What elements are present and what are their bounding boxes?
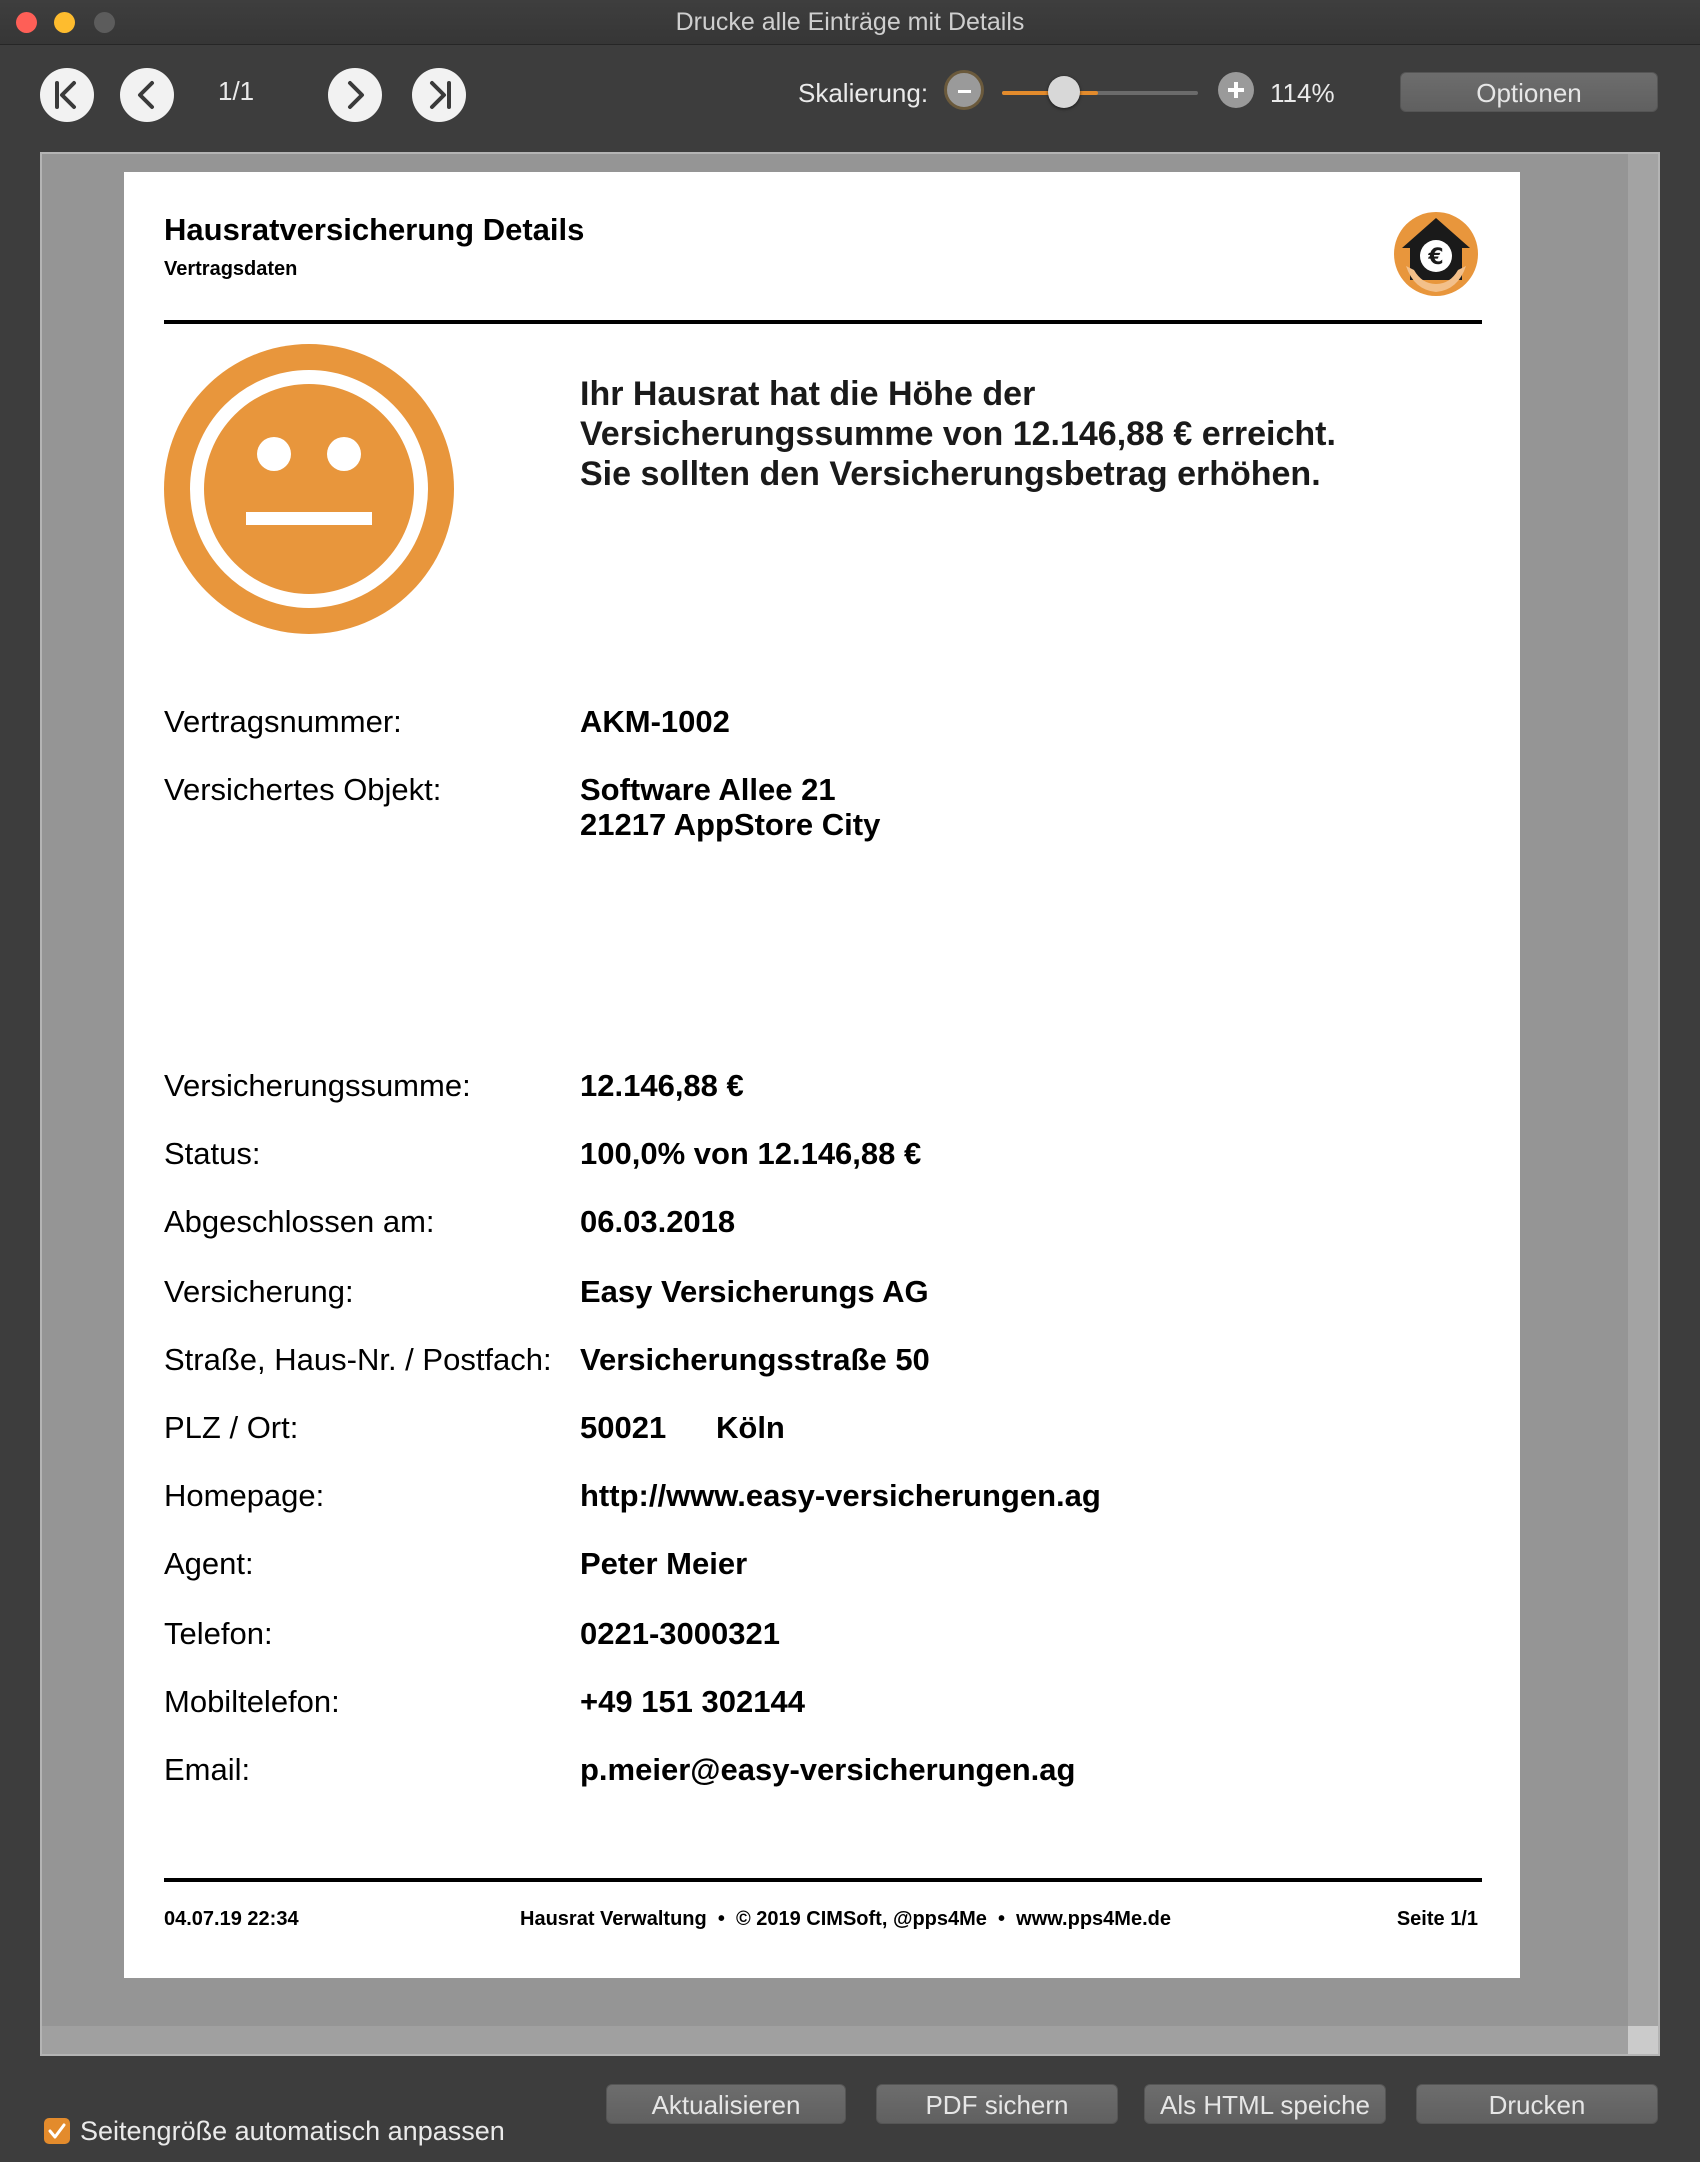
footer-divider	[164, 1878, 1482, 1882]
previous-page-button[interactable]	[120, 68, 174, 122]
insured-object-label: Versichertes Objekt:	[164, 772, 442, 807]
chevron-right-icon	[328, 68, 382, 122]
svg-text:€: €	[1428, 245, 1444, 270]
zoom-out-button[interactable]	[944, 70, 984, 110]
insurer-label: Versicherung:	[164, 1274, 354, 1309]
footer-date: 04.07.19 22:34	[164, 1908, 299, 1930]
sum-insured-value: 12.146,88 €	[580, 1068, 744, 1103]
first-page-button[interactable]	[40, 68, 94, 122]
phone-label: Telefon:	[164, 1616, 273, 1651]
warning-line: Sie sollten den Versicherungsbetrag erhöhen.	[580, 455, 1321, 493]
title-bar	[0, 0, 1700, 45]
zip-value: 50021	[580, 1410, 667, 1445]
save-html-button[interactable]: Als HTML speiche	[1144, 2084, 1386, 2124]
auto-fit-label: Seitengröße automatisch anpassen	[80, 2116, 505, 2146]
checkmark-icon	[44, 2118, 70, 2144]
horizontal-scrollbar[interactable]	[42, 2026, 1628, 2054]
chevron-left-icon	[120, 68, 174, 122]
page-indicator: 1/1	[218, 76, 255, 106]
neutral-face-icon	[164, 344, 454, 634]
refresh-button[interactable]: Aktualisieren	[606, 2084, 846, 2124]
insurer-value: Easy Versicherungs AG	[580, 1274, 929, 1309]
phone-value: 0221-3000321	[580, 1616, 780, 1651]
homepage-label: Homepage:	[164, 1478, 325, 1513]
city-value: Köln	[716, 1410, 785, 1445]
footer-copyright: Hausrat Verwaltung • © 2019 CIMSoft, @pps4Me • www.pps4Me.de	[520, 1908, 1171, 1930]
zoom-slider[interactable]	[1002, 91, 1198, 95]
document-subtitle: Vertragsdaten	[164, 258, 298, 280]
last-page-icon	[412, 68, 466, 122]
warning-line: Ihr Hausrat hat die Höhe der	[580, 375, 1036, 413]
concluded-on-value: 06.03.2018	[580, 1204, 736, 1239]
window-title: Drucke alle Einträge mit Details	[675, 8, 1025, 36]
warning-line: Versicherungssumme von 12.146,88 € erreicht.	[580, 415, 1336, 453]
status-value: 100,0% von 12.146,88 €	[580, 1136, 922, 1171]
next-page-button[interactable]	[328, 68, 382, 122]
insured-object-line2: 21217 AppStore City	[580, 807, 881, 842]
scroll-corner	[1628, 2026, 1658, 2054]
mobile-value: +49 151 302144	[580, 1684, 805, 1719]
mobile-label: Mobiltelefon:	[164, 1684, 340, 1719]
scale-label: Skalierung:	[798, 78, 929, 108]
sum-insured-label: Versicherungssumme:	[164, 1068, 471, 1103]
contract-number-label: Vertragsnummer:	[164, 704, 402, 739]
footer-page-number: Seite 1/1	[1396, 1908, 1478, 1930]
email-label: Email:	[164, 1752, 251, 1787]
status-label: Status:	[164, 1136, 261, 1171]
document-title: Hausratversicherung Details	[164, 212, 585, 247]
auto-fit-checkbox[interactable]	[44, 2118, 70, 2144]
save-pdf-button[interactable]: PDF sichern	[876, 2084, 1118, 2124]
coverage-warning	[580, 374, 1440, 494]
contract-number-value: AKM-1002	[580, 704, 730, 739]
print-button[interactable]: Drucken	[1416, 2084, 1658, 2124]
vertical-scrollbar[interactable]	[1628, 154, 1658, 2026]
concluded-on-label: Abgeschlossen am:	[164, 1204, 435, 1239]
zip-city-label: PLZ / Ort:	[164, 1410, 299, 1445]
first-page-icon	[40, 68, 94, 122]
minus-icon	[958, 90, 971, 93]
agent-value: Peter Meier	[580, 1546, 748, 1581]
agent-label: Agent:	[164, 1546, 254, 1581]
document-page	[124, 172, 1520, 1978]
street-label: Straße, Haus-Nr. / Postfach:	[164, 1342, 552, 1377]
insured-object-line1: Software Allee 21	[580, 772, 836, 807]
house-euro-icon	[1392, 210, 1480, 298]
last-page-button[interactable]	[412, 68, 466, 122]
street-value: Versicherungsstraße 50	[580, 1342, 930, 1377]
homepage-value: http://www.easy-versicherungen.ag	[580, 1478, 1101, 1513]
options-button[interactable]: Optionen	[1400, 72, 1658, 112]
header-divider	[164, 320, 1482, 324]
zoom-slider-knob[interactable]	[1048, 76, 1080, 108]
zoom-in-button[interactable]	[1218, 72, 1254, 108]
zoom-value: 114%	[1270, 78, 1335, 108]
email-value: p.meier@easy-versicherungen.ag	[580, 1752, 1076, 1787]
